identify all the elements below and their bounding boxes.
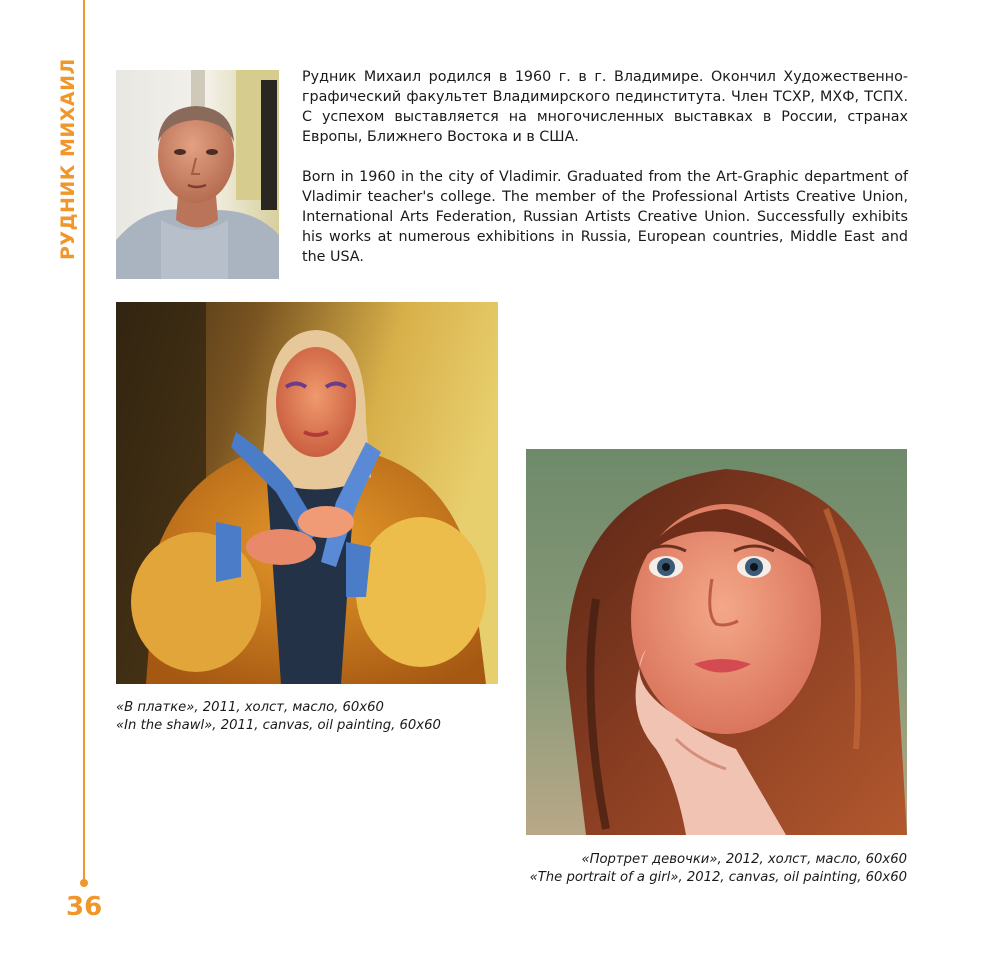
artist-name-vertical: РУДНИК МИХАИЛ — [57, 58, 79, 260]
artist-biography — [302, 67, 908, 267]
margin-rule — [83, 0, 85, 882]
painting-portrait-of-a-girl — [526, 449, 907, 835]
artist-photo — [116, 70, 279, 279]
caption-portrait-of-a-girl — [530, 851, 907, 887]
caption-in-the-shawl — [116, 699, 441, 735]
margin-rule-dot — [80, 879, 88, 887]
painting-in-the-shawl — [116, 302, 498, 684]
caption-english: «In the shawl», 2011, canvas, oil painting, 60x60 — [116, 718, 441, 733]
biography-english: Born in 1960 in the city of Vladimir. Graduated from the Art-Graphic department of Vladimir teacher's college. The member of the Professional Artists Creative Union, International Arts Federation, Russian Artists Creative Union. Successfully exhibits his works at numerous exhibitions in Russia, European countries, Middle East and the USA. — [302, 169, 908, 265]
page-number: 36 — [66, 892, 103, 922]
biography-russian: Рудник Михаил родился в 1960 г. в г. Владимире. Окончил Художественно-графический факультет Владимирского пединститута. Член ТСХР, МХФ, ТСПХ. С успехом выставляется на многочисленных выставках в России, странах Европы, Ближнего Востока и в США. — [302, 69, 908, 145]
caption-russian: «В платке», 2011, холст, масло, 60x60 — [116, 700, 384, 715]
caption-english: «The portrait of a girl», 2012, canvas, oil painting, 60x60 — [529, 870, 907, 885]
caption-russian: «Портрет девочки», 2012, холст, масло, 60x60 — [581, 852, 907, 867]
